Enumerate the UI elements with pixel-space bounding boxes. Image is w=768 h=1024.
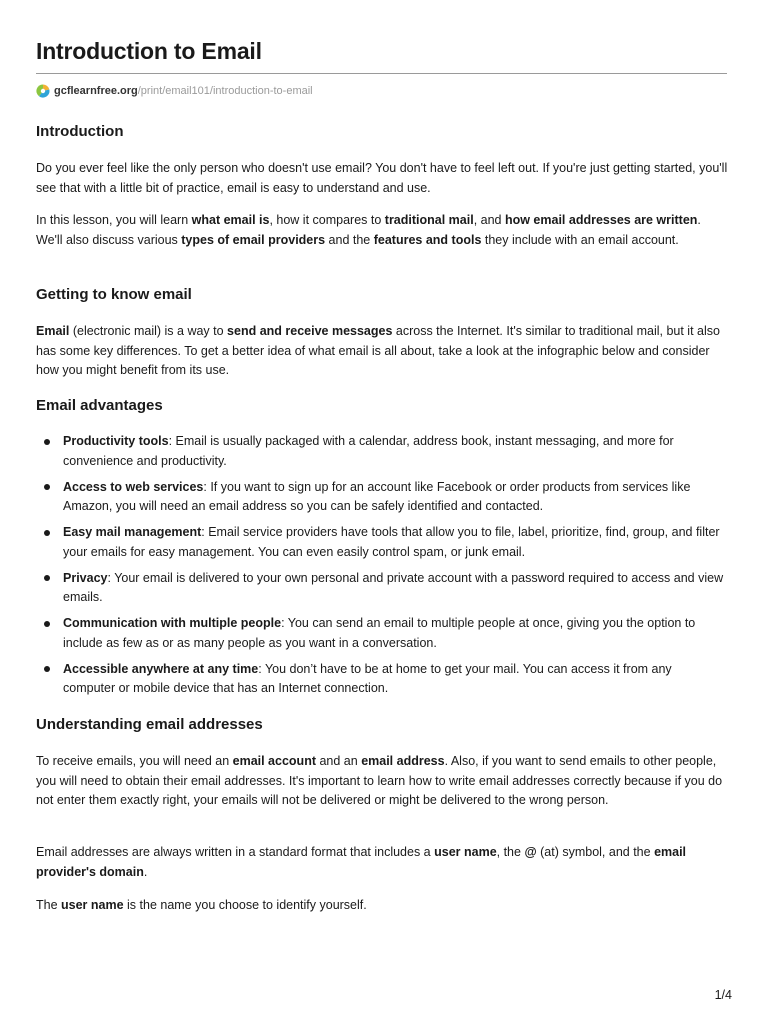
- advantages-list: [36, 432, 727, 705]
- bullet-icon: [44, 484, 50, 490]
- addresses-paragraph-3: The user name is the name you choose to identify yourself.: [36, 898, 367, 912]
- getting-paragraph: Email (electronic mail) is a way to send and receive messages across the Internet. It's similar to traditional mail, but it also has some key differences. To get a better idea of what email is all about, take a look at the infographic below and consider how you might benefit from its use.: [36, 324, 720, 377]
- section-heading-getting-to-know-email: Getting to know email: [36, 286, 192, 303]
- list-item: Easy mail management: Email service providers have tools that allow you to file, label, prioritize, find, group, and filter your emails for easy management. You can even easily control spam, or junk email.: [36, 523, 727, 562]
- intro-paragraph-2: In this lesson, you will learn what email is, how it compares to traditional mail, and how email addresses are written. We'll also discuss various types of email providers and the features and tools they include with an email account.: [36, 213, 701, 247]
- source-domain[interactable]: gcflearnfree.org: [54, 85, 138, 97]
- gcflearnfree-logo-icon: [36, 84, 50, 98]
- bullet-icon: [44, 666, 50, 672]
- addresses-paragraph-1: To receive emails, you will need an email account and an email address. Also, if you want to send emails to other people, you will need to obtain their email addresses. It's important to learn how to write email addresses correctly because if you do not enter them exactly right, your emails will not be delivered or might be delivered to the wrong person.: [36, 754, 723, 807]
- title-divider: [36, 73, 727, 74]
- bullet-icon: [44, 575, 50, 581]
- list-item: Accessible anywhere at any time: You don’t have to be at home to get your mail. You can access it from any computer or mobile device that has an Internet connection.: [36, 660, 727, 699]
- bullet-icon: [44, 530, 50, 536]
- addresses-paragraph-2: Email addresses are always written in a standard format that includes a user name, the @ (at) symbol, and the email provider's domain.: [36, 845, 687, 879]
- page-number: 1/4: [714, 988, 732, 1002]
- bullet-icon: [44, 439, 50, 445]
- source-path[interactable]: /print/email101/introduction-to-email: [137, 85, 313, 97]
- list-item: Communication with multiple people: You can send an email to multiple people at once, giving you the option to include as few as or as many people as you want in a conversation.: [36, 614, 727, 653]
- list-item: Privacy: Your email is delivered to your own personal and private account with a password required to access and view emails.: [36, 569, 727, 608]
- section-heading-introduction: Introduction: [36, 123, 124, 140]
- list-item: Productivity tools: Email is usually packaged with a calendar, address book, instant messaging, and more for convenience and productivity.: [36, 432, 727, 471]
- source-url[interactable]: [36, 82, 313, 100]
- intro-paragraph-1: Do you ever feel like the only person who doesn't use email? You don't have to feel left out. If you're just getting started, you'll see that with a little bit of practice, email is easy to understand and use.: [36, 161, 728, 195]
- bullet-icon: [44, 621, 50, 627]
- section-heading-email-advantages: Email advantages: [36, 397, 163, 414]
- list-item: Access to web services: If you want to sign up for an account like Facebook or order products from services like Amazon, you will need an email address so you can be safely identified and contacted.: [36, 478, 727, 517]
- page-title: Introduction to Email: [36, 38, 262, 64]
- section-heading-understanding-email-addresses: Understanding email addresses: [36, 716, 263, 733]
